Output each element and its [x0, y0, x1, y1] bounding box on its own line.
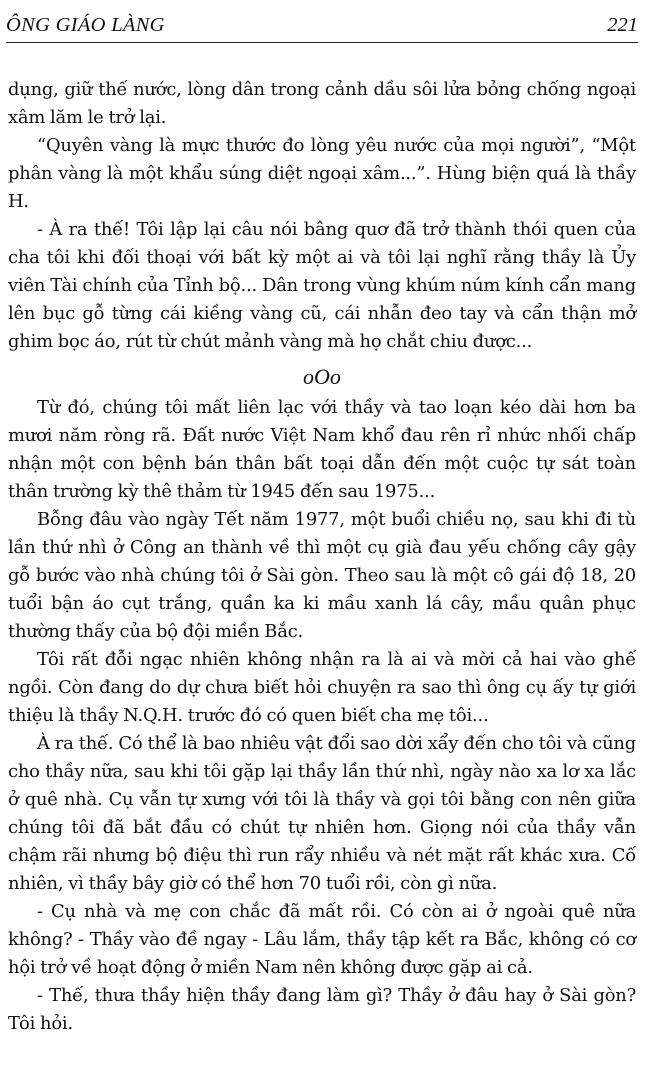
paragraph: - Thế, thưa thầy hiện thầy đang làm gì? Thầy ở đâu hay ở Sài gòn? Tôi hỏi. [8, 985, 636, 1034]
running-title: ÔNG GIÁO LÀNG [6, 14, 165, 36]
body-text [8, 76, 636, 1038]
paragraph: À ra thế. Có thể là bao nhiêu vật đổi sao dời xẩy đến cho tôi và cũng cho thầy nữa, sau khi tôi gặp lại thầy lần thứ nhì, ngày nào xa lơ xa lắc ở quê nhà. Cụ vẫn tự xưng với tôi là thầy và gọi tôi bằng con nên giữa chúng tôi đã bắt đầu có chút tự nhiên hơn. Giọng nói của thầy vẫn chậm rãi nhưng bộ điệu thì run rẩy nhiều và nét mặt rất khác xưa. Cố nhiên, vì thầy bây giờ có thể hơn 70 tuổi rồi, còn gì nữa. [8, 733, 636, 894]
paragraph: Từ đó, chúng tôi mất liên lạc với thầy và tao loạn kéo dài hơn ba mươi năm ròng rã. Đất nước Việt Nam khổ đau rên rỉ nhức nhối chấp nhận một con bệnh bán thân bất toại dẫn đến một cuộc tự sát toàn thân trường kỳ thê thảm từ 1945 đến sau 1975... [8, 397, 636, 502]
paragraph: - À ra thế! Tôi lập lại câu nói bâng quơ đã trở thành thói quen của cha tôi khi đối thoại với bất kỳ một ai và tôi lại nghĩ rằng thầy là Ủy viên Tài chính của Tỉnh bộ... Dân trong vùng khúm núm kính cẩn mang lên bục gỗ từng cái kiềng vàng cũ, cái nhẫn đeo tay và cẩn thận mở ghim bọc áo, rút từ chút mảnh vàng mà họ chắt chiu được... [8, 219, 636, 352]
paragraph: Tôi rất đỗi ngạc nhiên không nhận ra là ai và mời cả hai vào ghế ngồi. Còn đang do dự chưa biết hỏi chuyện ra sao thì ông cụ ấy tự giới thiệu là thầy N.Q.H. trước đó có quen biết cha mẹ tôi... [8, 649, 636, 726]
section-break: oOo [303, 364, 341, 389]
paragraph: Bỗng đâu vào ngày Tết năm 1977, một buổi chiều nọ, sau khi đi tù lần thứ nhì ở Công an thành về thì một cụ già đau yếu chống cây gậy gỗ bước vào nhà chúng tôi ở Sài gòn. Theo sau là một cô gái độ 18, 20 tuổi bận áo cụt trắng, quần ka ki mầu xanh lá cây, mầu quân phục thường thấy của bộ đội miền Bắc. [8, 509, 636, 642]
paragraph: - Cụ nhà và mẹ con chắc đã mất rồi. Có còn ai ở ngoài quê nữa không? - Thầy vào đề ngay - Lâu lắm, thầy tập kết ra Bắc, không có cơ hội trở về hoạt động ở miền Nam nên không được gặp ai cả. [8, 901, 636, 978]
running-header [6, 12, 638, 43]
paragraph-continuation: dụng, giữ thế nước, lòng dân trong cảnh dầu sôi lửa bỏng chống ngoại xâm lăm le trở lại. [8, 79, 636, 128]
page-number: 221 [607, 14, 638, 36]
paragraph: “Quyên vàng là mực thước đo lòng yêu nước của mọi người”, “Một phân vàng là một khẩu súng diệt ngoại xâm...”. Hùng biện quá là thầy H. [8, 135, 636, 212]
